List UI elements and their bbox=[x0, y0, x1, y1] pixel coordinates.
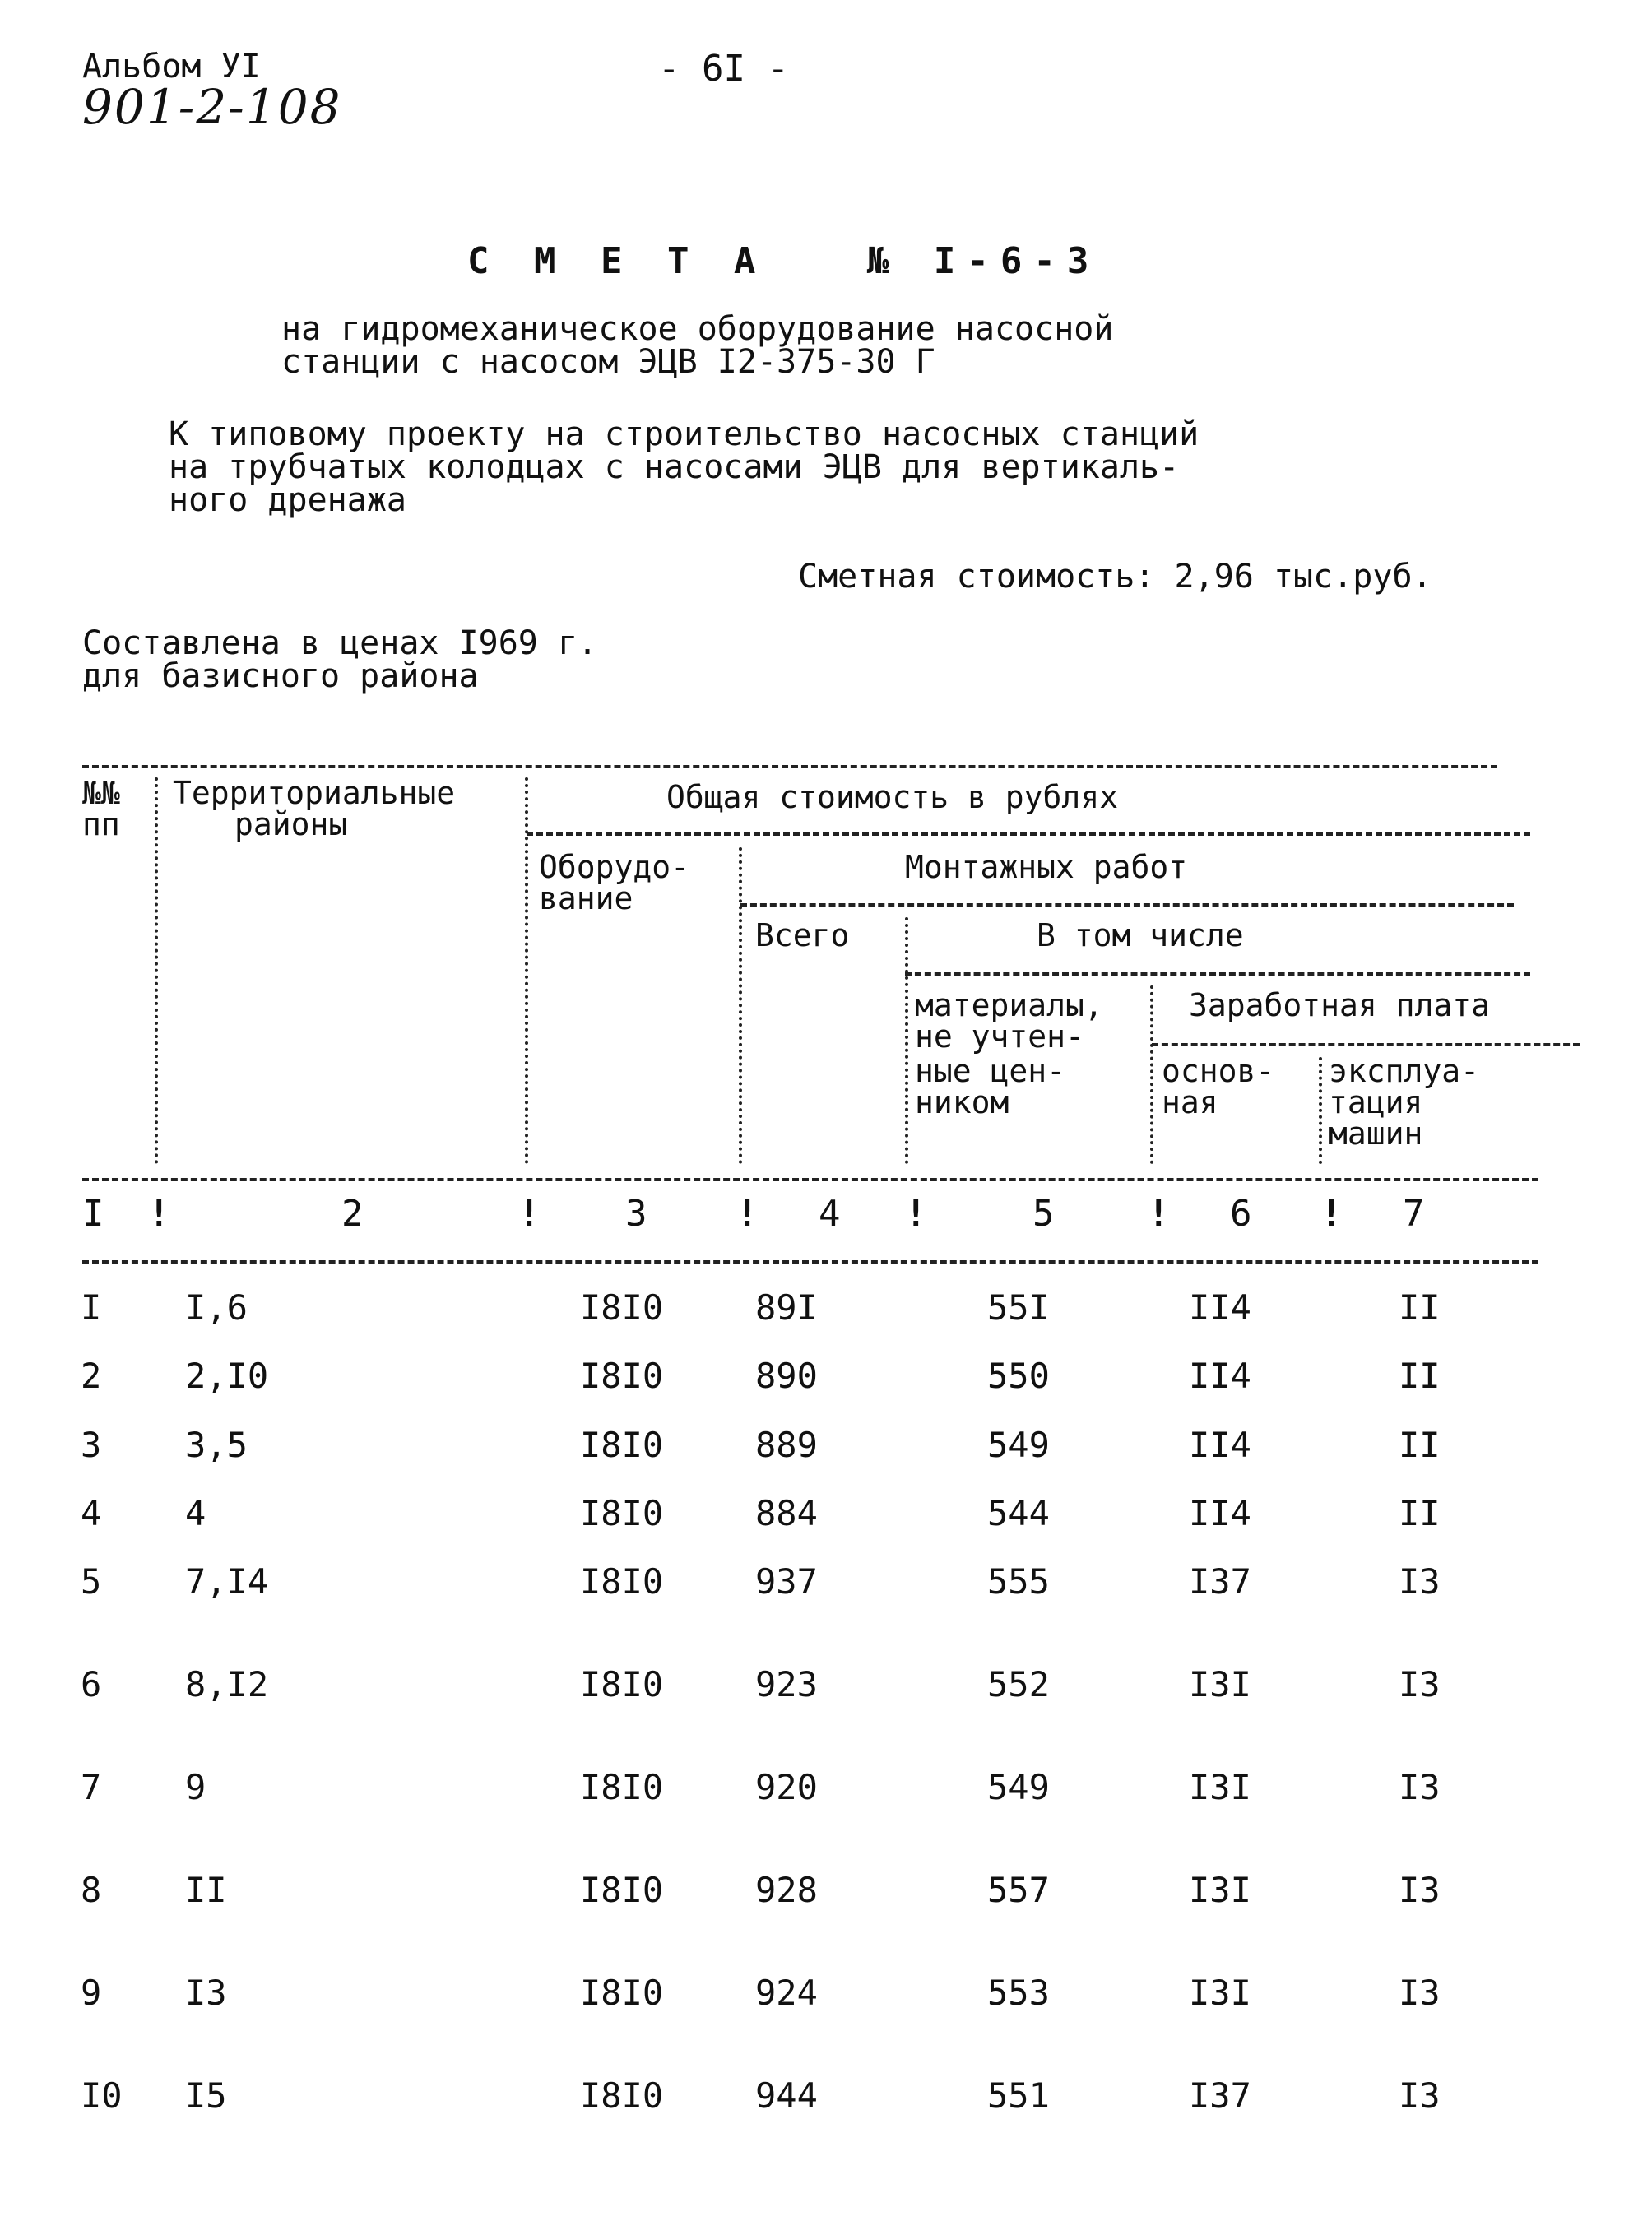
total-cell: 889 bbox=[755, 1425, 818, 1465]
column-number-rule bbox=[82, 1260, 1538, 1264]
col-sep-2 bbox=[525, 777, 528, 1164]
region-cell: 7,I4 bbox=[185, 1561, 269, 1602]
row-number: 2 bbox=[81, 1356, 102, 1396]
equipment-cell: I8I0 bbox=[580, 1356, 664, 1396]
rule-under-installation bbox=[740, 903, 1514, 907]
header-materials-line-3: ные цен- bbox=[915, 1053, 1066, 1089]
rule-under-including bbox=[905, 972, 1530, 976]
column-separator-mark: ! bbox=[736, 1193, 759, 1235]
machines-cell: I3 bbox=[1399, 1870, 1441, 1910]
materials-cell: 549 bbox=[987, 1767, 1050, 1807]
machines-cell: II bbox=[1399, 1425, 1441, 1465]
header-materials-line-2: не учтен- bbox=[915, 1018, 1084, 1055]
machines-cell: II bbox=[1399, 1287, 1441, 1328]
equipment-cell: I8I0 bbox=[580, 1287, 664, 1328]
materials-cell: 552 bbox=[987, 1664, 1050, 1704]
materials-cell: 55I bbox=[987, 1287, 1050, 1328]
header-total-cost: Общая стоимость в рублях bbox=[666, 779, 1119, 815]
equipment-cell: I8I0 bbox=[580, 1870, 664, 1910]
row-number: I0 bbox=[81, 2075, 123, 2116]
materials-cell: 555 bbox=[987, 1561, 1050, 1602]
total-cell: 920 bbox=[755, 1767, 818, 1807]
row-number: 9 bbox=[81, 1973, 102, 2013]
row-number: 3 bbox=[81, 1425, 102, 1465]
row-number: 7 bbox=[81, 1767, 102, 1807]
column-separator-mark: ! bbox=[518, 1193, 541, 1235]
header-regions-line-1: Территориальные bbox=[173, 775, 456, 811]
materials-cell: 550 bbox=[987, 1356, 1050, 1396]
header-materials-line-4: ником bbox=[915, 1084, 1009, 1120]
total-cell: 923 bbox=[755, 1664, 818, 1704]
equipment-cell: I8I0 bbox=[580, 1973, 664, 2013]
column-separator-mark: ! bbox=[148, 1193, 170, 1235]
col-sep-5 bbox=[1150, 985, 1153, 1164]
column-number-5: 5 bbox=[1032, 1193, 1055, 1235]
subtitle-line-1: на гидромеханическое оборудование насосной bbox=[281, 310, 1114, 348]
column-number-1: I bbox=[82, 1193, 104, 1235]
project-line-1: К типовому проекту на строительство насосных станций bbox=[169, 415, 1200, 453]
row-number: 4 bbox=[81, 1493, 102, 1533]
header-machines-line-2: тация bbox=[1329, 1084, 1423, 1120]
materials-cell: 551 bbox=[987, 2075, 1050, 2116]
row-number: 6 bbox=[81, 1664, 102, 1704]
total-cell: 890 bbox=[755, 1356, 818, 1396]
rule-under-total-cost bbox=[527, 832, 1530, 836]
machines-cell: I3 bbox=[1399, 1973, 1441, 2013]
region-cell: I3 bbox=[185, 1973, 227, 2013]
rule-under-salary bbox=[1152, 1043, 1580, 1046]
region-cell: 4 bbox=[185, 1493, 206, 1533]
header-basic-line-2: ная bbox=[1162, 1084, 1218, 1120]
header-materials-line-1: материалы, bbox=[915, 987, 1103, 1023]
total-cell: 937 bbox=[755, 1561, 818, 1602]
table-top-rule bbox=[82, 765, 1497, 768]
machines-cell: I3 bbox=[1399, 2075, 1441, 2116]
album-label: Альбом УI bbox=[82, 48, 261, 86]
total-cell: 89I bbox=[755, 1287, 818, 1328]
machines-cell: I3 bbox=[1399, 1767, 1441, 1807]
project-line-3: ного дренажа bbox=[169, 481, 406, 519]
basic-salary-cell: I3I bbox=[1189, 1870, 1251, 1910]
basic-salary-cell: II4 bbox=[1189, 1493, 1251, 1533]
header-all: Всего bbox=[755, 917, 850, 953]
machines-cell: I3 bbox=[1399, 1561, 1441, 1602]
handwritten-code: 901-2-108 bbox=[82, 79, 342, 135]
header-bottom-rule bbox=[82, 1178, 1538, 1181]
page-number: - 6I - bbox=[658, 48, 789, 90]
row-number: 8 bbox=[81, 1870, 102, 1910]
materials-cell: 549 bbox=[987, 1425, 1050, 1465]
column-separator-mark: ! bbox=[1320, 1193, 1343, 1235]
total-cell: 928 bbox=[755, 1870, 818, 1910]
project-line-2: на трубчатых колодцах с насосами ЭЦВ для вертикаль- bbox=[169, 448, 1180, 486]
header-machines-line-3: машин bbox=[1329, 1115, 1423, 1152]
document-title: С М Е Т А № I-6-3 bbox=[467, 240, 1101, 282]
header-including: В том числе bbox=[1037, 917, 1244, 953]
header-machines-line-1: эксплуа- bbox=[1329, 1053, 1480, 1089]
col-sep-1 bbox=[155, 777, 158, 1164]
basic-salary-cell: I3I bbox=[1189, 1973, 1251, 2013]
equipment-cell: I8I0 bbox=[580, 2075, 664, 2116]
basic-salary-cell: I3I bbox=[1189, 1664, 1251, 1704]
header-equipment-line-2: вание bbox=[539, 880, 633, 916]
equipment-cell: I8I0 bbox=[580, 1767, 664, 1807]
region-cell: 3,5 bbox=[185, 1425, 248, 1465]
equipment-cell: I8I0 bbox=[580, 1425, 664, 1465]
total-cell: 924 bbox=[755, 1973, 818, 2013]
machines-cell: I3 bbox=[1399, 1664, 1441, 1704]
compiled-line-2: для базисного района bbox=[82, 657, 479, 695]
basic-salary-cell: I3I bbox=[1189, 1767, 1251, 1807]
basic-salary-cell: I37 bbox=[1189, 2075, 1251, 2116]
materials-cell: 557 bbox=[987, 1870, 1050, 1910]
header-salary: Заработная плата bbox=[1189, 987, 1491, 1023]
column-number-7: 7 bbox=[1403, 1193, 1425, 1235]
column-number-3: 3 bbox=[625, 1193, 647, 1235]
total-cell: 884 bbox=[755, 1493, 818, 1533]
equipment-cell: I8I0 bbox=[580, 1561, 664, 1602]
column-number-2: 2 bbox=[341, 1193, 364, 1235]
subtitle-line-2: станции с насосом ЭЦВ I2-375-30 Г bbox=[281, 343, 935, 381]
header-num-line-2: пп bbox=[82, 806, 120, 842]
estimated-cost: Сметная стоимость: 2,96 тыс.руб. bbox=[798, 558, 1432, 596]
column-separator-mark: ! bbox=[1148, 1193, 1170, 1235]
header-num-line-1: №№ bbox=[82, 775, 120, 811]
col-sep-3 bbox=[739, 847, 742, 1164]
header-installation: Монтажных работ bbox=[905, 849, 1188, 885]
column-separator-mark: ! bbox=[905, 1193, 927, 1235]
region-cell: 9 bbox=[185, 1767, 206, 1807]
basic-salary-cell: II4 bbox=[1189, 1356, 1251, 1396]
header-basic-line-1: основ- bbox=[1162, 1053, 1275, 1089]
region-cell: II bbox=[185, 1870, 227, 1910]
col-sep-6 bbox=[1319, 1057, 1322, 1164]
region-cell: I5 bbox=[185, 2075, 227, 2116]
header-equipment-line-1: Оборудо- bbox=[539, 849, 690, 885]
row-number: I bbox=[81, 1287, 102, 1328]
column-number-4: 4 bbox=[819, 1193, 841, 1235]
region-cell: I,6 bbox=[185, 1287, 248, 1328]
col-sep-4 bbox=[905, 917, 908, 1164]
equipment-cell: I8I0 bbox=[580, 1493, 664, 1533]
row-number: 5 bbox=[81, 1561, 102, 1602]
region-cell: 2,I0 bbox=[185, 1356, 269, 1396]
basic-salary-cell: II4 bbox=[1189, 1287, 1251, 1328]
machines-cell: II bbox=[1399, 1356, 1441, 1396]
compiled-line-1: Составлена в ценах I969 г. bbox=[82, 624, 598, 662]
machines-cell: II bbox=[1399, 1493, 1441, 1533]
basic-salary-cell: I37 bbox=[1189, 1561, 1251, 1602]
materials-cell: 553 bbox=[987, 1973, 1050, 2013]
region-cell: 8,I2 bbox=[185, 1664, 269, 1704]
header-regions-line-2: районы bbox=[234, 806, 348, 842]
materials-cell: 544 bbox=[987, 1493, 1050, 1533]
basic-salary-cell: II4 bbox=[1189, 1425, 1251, 1465]
column-number-6: 6 bbox=[1230, 1193, 1252, 1235]
total-cell: 944 bbox=[755, 2075, 818, 2116]
equipment-cell: I8I0 bbox=[580, 1664, 664, 1704]
